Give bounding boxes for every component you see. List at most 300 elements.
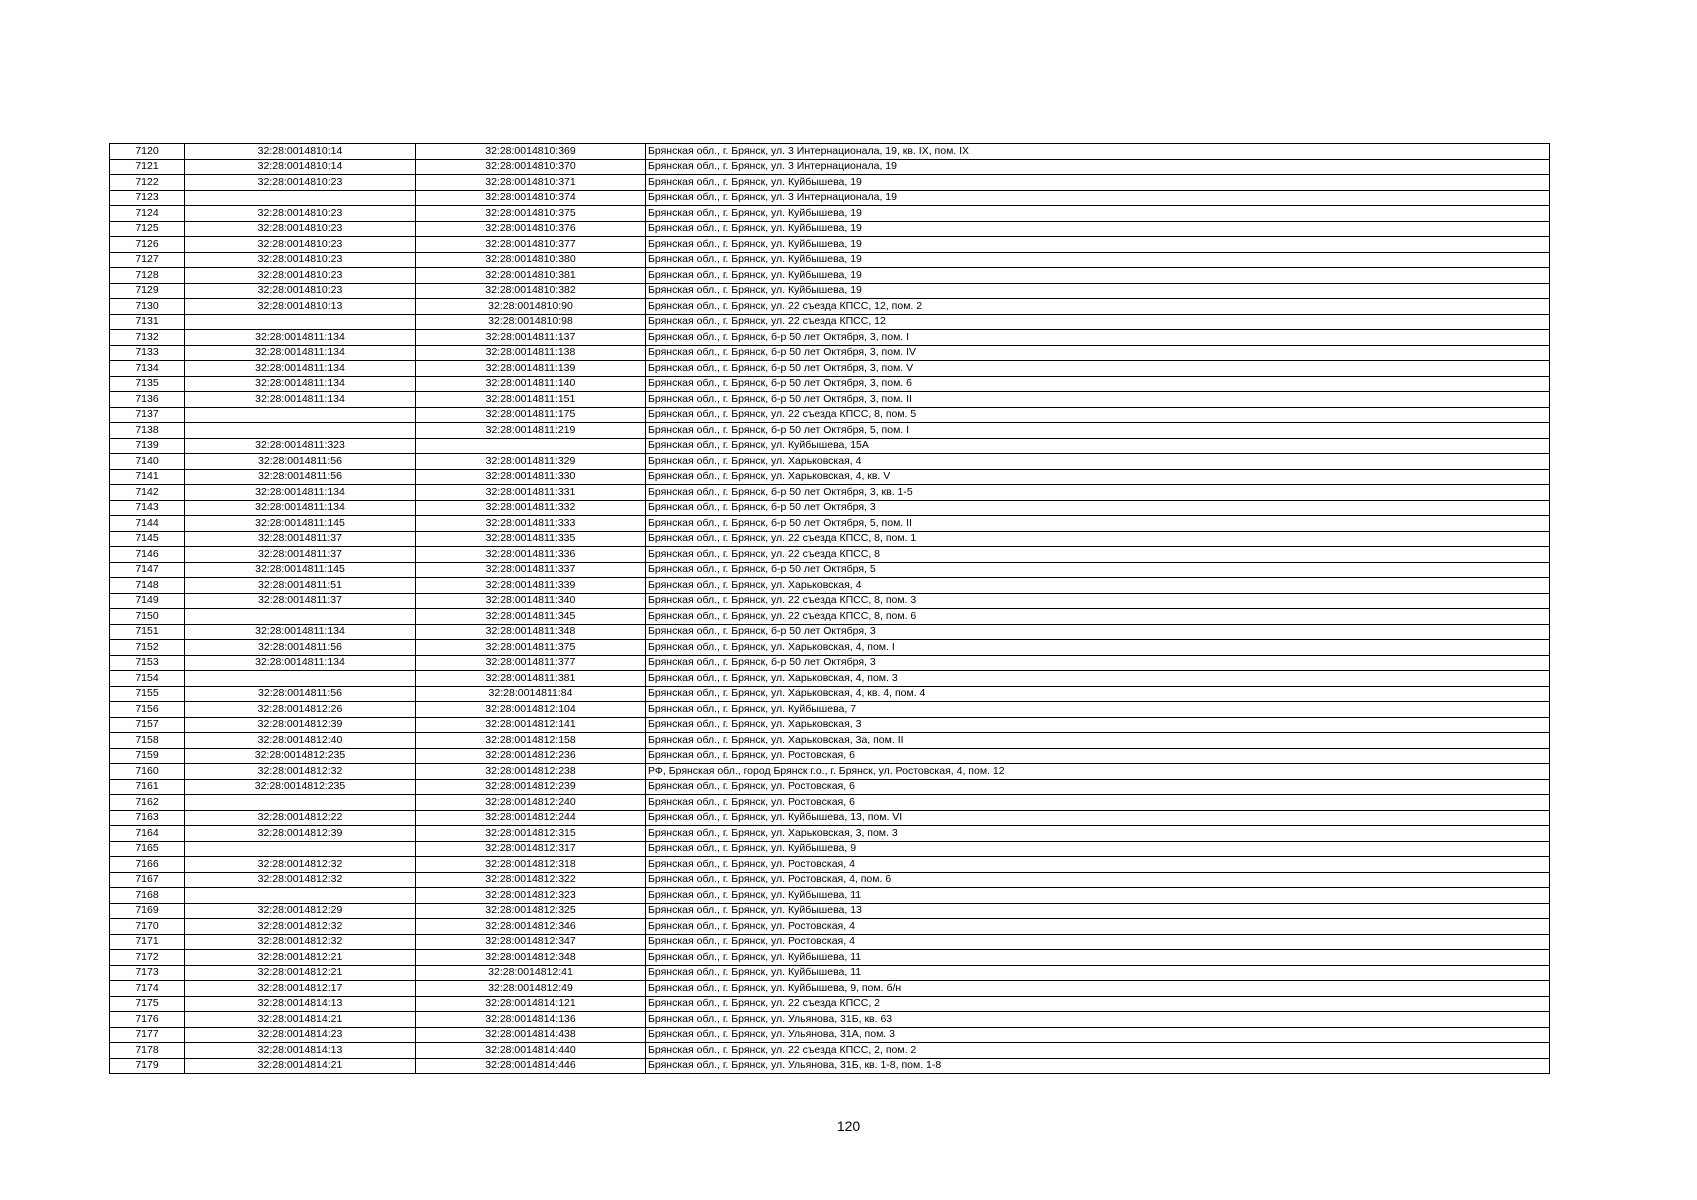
parent-cadastral-cell: 32:28:0014812:32 bbox=[185, 857, 416, 873]
row-number-cell: 7179 bbox=[110, 1058, 185, 1074]
cadastral-number-cell: 32:28:0014812:41 bbox=[416, 965, 646, 981]
table-row bbox=[110, 144, 1550, 160]
cadastral-number-cell: 32:28:0014811:140 bbox=[416, 376, 646, 392]
table-row bbox=[110, 376, 1550, 392]
parent-cadastral-cell: 32:28:0014811:56 bbox=[185, 640, 416, 656]
table-row bbox=[110, 283, 1550, 299]
address-cell: Брянская обл., г. Брянск, ул. 22 съезда КПСС, 2, пом. 2 bbox=[646, 1043, 1550, 1059]
table-row bbox=[110, 764, 1550, 780]
address-cell: Брянская обл., г. Брянск, б-р 50 лет Октября, 3, пом. I bbox=[646, 330, 1550, 346]
parent-cadastral-cell: 32:28:0014810:23 bbox=[185, 206, 416, 222]
parent-cadastral-cell: 32:28:0014812:21 bbox=[185, 965, 416, 981]
address-cell: Брянская обл., г. Брянск, ул. 22 съезда КПСС, 12 bbox=[646, 314, 1550, 330]
parent-cadastral-cell: 32:28:0014811:134 bbox=[185, 361, 416, 377]
address-cell: Брянская обл., г. Брянск, ул. Ростовская, 4 bbox=[646, 919, 1550, 935]
address-cell: Брянская обл., г. Брянск, ул. Ульянова, 31А, пом. 3 bbox=[646, 1027, 1550, 1043]
row-number-cell: 7163 bbox=[110, 810, 185, 826]
table-row bbox=[110, 1027, 1550, 1043]
row-number-cell: 7166 bbox=[110, 857, 185, 873]
parent-cadastral-cell: 32:28:0014811:134 bbox=[185, 485, 416, 501]
parent-cadastral-cell: 32:28:0014812:26 bbox=[185, 702, 416, 718]
address-cell: Брянская обл., г. Брянск, б-р 50 лет Октября, 5 bbox=[646, 562, 1550, 578]
parent-cadastral-cell: 32:28:0014811:134 bbox=[185, 500, 416, 516]
address-cell: Брянская обл., г. Брянск, ул. Ростовская, 4 bbox=[646, 934, 1550, 950]
parent-cadastral-cell bbox=[185, 671, 416, 687]
cadastral-number-cell: 32:28:0014814:136 bbox=[416, 1012, 646, 1028]
row-number-cell: 7124 bbox=[110, 206, 185, 222]
address-cell: Брянская обл., г. Брянск, ул. Харьковская, 4, кв. 4, пом. 4 bbox=[646, 686, 1550, 702]
parent-cadastral-cell: 32:28:0014814:21 bbox=[185, 1058, 416, 1074]
parent-cadastral-cell: 32:28:0014811:56 bbox=[185, 454, 416, 470]
row-number-cell: 7121 bbox=[110, 159, 185, 175]
row-number-cell: 7141 bbox=[110, 469, 185, 485]
parent-cadastral-cell: 32:28:0014811:37 bbox=[185, 547, 416, 563]
cadastral-number-cell: 32:28:0014811:348 bbox=[416, 624, 646, 640]
parent-cadastral-cell bbox=[185, 841, 416, 857]
cadastral-number-cell: 32:28:0014810:377 bbox=[416, 237, 646, 253]
cadastral-number-cell: 32:28:0014811:329 bbox=[416, 454, 646, 470]
address-cell: Брянская обл., г. Брянск, б-р 50 лет Октября, 3, кв. 1-5 bbox=[646, 485, 1550, 501]
cadastral-number-cell: 32:28:0014810:376 bbox=[416, 221, 646, 237]
table-row bbox=[110, 919, 1550, 935]
cadastral-number-cell: 32:28:0014811:375 bbox=[416, 640, 646, 656]
address-cell: Брянская обл., г. Брянск, ул. 22 съезда КПСС, 8, пом. 5 bbox=[646, 407, 1550, 423]
table-row bbox=[110, 841, 1550, 857]
table-row bbox=[110, 795, 1550, 811]
address-cell: Брянская обл., г. Брянск, ул. Куйбышева, 11 bbox=[646, 950, 1550, 966]
parent-cadastral-cell: 32:28:0014810:23 bbox=[185, 237, 416, 253]
row-number-cell: 7167 bbox=[110, 872, 185, 888]
row-number-cell: 7144 bbox=[110, 516, 185, 532]
cadastral-number-cell: 32:28:0014811:84 bbox=[416, 686, 646, 702]
cadastral-number-cell: 32:28:0014810:371 bbox=[416, 175, 646, 191]
cadastral-number-cell: 32:28:0014811:330 bbox=[416, 469, 646, 485]
parent-cadastral-cell: 32:28:0014811:134 bbox=[185, 376, 416, 392]
parent-cadastral-cell: 32:28:0014811:56 bbox=[185, 686, 416, 702]
table-row bbox=[110, 965, 1550, 981]
cadastral-number-cell: 32:28:0014812:238 bbox=[416, 764, 646, 780]
address-cell: Брянская обл., г. Брянск, ул. Харьковская, 3 bbox=[646, 717, 1550, 733]
parent-cadastral-cell: 32:28:0014812:39 bbox=[185, 717, 416, 733]
cadastral-number-cell: 32:28:0014812:325 bbox=[416, 903, 646, 919]
cadastral-number-cell: 32:28:0014811:337 bbox=[416, 562, 646, 578]
row-number-cell: 7177 bbox=[110, 1027, 185, 1043]
cadastral-number-cell: 32:28:0014812:322 bbox=[416, 872, 646, 888]
parent-cadastral-cell: 32:28:0014812:17 bbox=[185, 981, 416, 997]
parent-cadastral-cell: 32:28:0014810:23 bbox=[185, 221, 416, 237]
address-cell: Брянская обл., г. Брянск, ул. Куйбышева, 19 bbox=[646, 283, 1550, 299]
parent-cadastral-cell: 32:28:0014811:37 bbox=[185, 593, 416, 609]
table-row bbox=[110, 500, 1550, 516]
row-number-cell: 7120 bbox=[110, 144, 185, 160]
address-cell: Брянская обл., г. Брянск, ул. Харьковская, 4, пом. 3 bbox=[646, 671, 1550, 687]
cadastral-number-cell: 32:28:0014811:332 bbox=[416, 500, 646, 516]
parent-cadastral-cell: 32:28:0014812:40 bbox=[185, 733, 416, 749]
table-row bbox=[110, 888, 1550, 904]
address-cell: Брянская обл., г. Брянск, ул. Куйбышева, 13 bbox=[646, 903, 1550, 919]
row-number-cell: 7178 bbox=[110, 1043, 185, 1059]
cadastral-number-cell: 32:28:0014814:438 bbox=[416, 1027, 646, 1043]
row-number-cell: 7134 bbox=[110, 361, 185, 377]
cadastral-number-cell: 32:28:0014811:219 bbox=[416, 423, 646, 439]
row-number-cell: 7158 bbox=[110, 733, 185, 749]
address-cell: Брянская обл., г. Брянск, ул. Ростовская, 6 bbox=[646, 795, 1550, 811]
parent-cadastral-cell bbox=[185, 609, 416, 625]
address-cell: Брянская обл., г. Брянск, ул. 22 съезда КПСС, 8, пом. 3 bbox=[646, 593, 1550, 609]
table-row bbox=[110, 1012, 1550, 1028]
cadastral-number-cell: 32:28:0014810:381 bbox=[416, 268, 646, 284]
table-row bbox=[110, 624, 1550, 640]
parent-cadastral-cell: 32:28:0014811:134 bbox=[185, 624, 416, 640]
address-cell: Брянская обл., г. Брянск, ул. Куйбышева, 13, пом. VI bbox=[646, 810, 1550, 826]
row-number-cell: 7173 bbox=[110, 965, 185, 981]
cadastral-number-cell: 32:28:0014811:381 bbox=[416, 671, 646, 687]
table-row bbox=[110, 578, 1550, 594]
parent-cadastral-cell: 32:28:0014814:13 bbox=[185, 1043, 416, 1059]
table-row bbox=[110, 934, 1550, 950]
cadastral-number-cell: 32:28:0014812:240 bbox=[416, 795, 646, 811]
cadastral-number-cell: 32:28:0014810:375 bbox=[416, 206, 646, 222]
cadastral-number-cell: 32:28:0014811:138 bbox=[416, 345, 646, 361]
cadastral-number-cell: 32:28:0014811:339 bbox=[416, 578, 646, 594]
address-cell: Брянская обл., г. Брянск, ул. 22 съезда КПСС, 8, пом. 6 bbox=[646, 609, 1550, 625]
parent-cadastral-cell bbox=[185, 888, 416, 904]
table-row bbox=[110, 748, 1550, 764]
cadastral-number-cell: 32:28:0014814:446 bbox=[416, 1058, 646, 1074]
address-cell: Брянская обл., г. Брянск, ул. Куйбышева, 19 bbox=[646, 252, 1550, 268]
cadastral-number-cell: 32:28:0014810:370 bbox=[416, 159, 646, 175]
cadastral-number-cell: 32:28:0014811:336 bbox=[416, 547, 646, 563]
parent-cadastral-cell bbox=[185, 314, 416, 330]
registry-body bbox=[110, 144, 1550, 1074]
row-number-cell: 7153 bbox=[110, 655, 185, 671]
table-row bbox=[110, 609, 1550, 625]
address-cell: Брянская обл., г. Брянск, ул. Куйбышева, 11 bbox=[646, 888, 1550, 904]
parent-cadastral-cell: 32:28:0014810:23 bbox=[185, 252, 416, 268]
row-number-cell: 7159 bbox=[110, 748, 185, 764]
table-row bbox=[110, 717, 1550, 733]
parent-cadastral-cell: 32:28:0014812:29 bbox=[185, 903, 416, 919]
address-cell: Брянская обл., г. Брянск, ул. Куйбышева, 19 bbox=[646, 175, 1550, 191]
row-number-cell: 7139 bbox=[110, 438, 185, 454]
registry-table bbox=[109, 143, 1550, 1074]
parent-cadastral-cell bbox=[185, 423, 416, 439]
address-cell: Брянская обл., г. Брянск, б-р 50 лет Октября, 3 bbox=[646, 655, 1550, 671]
row-number-cell: 7154 bbox=[110, 671, 185, 687]
address-cell: Брянская обл., г. Брянск, ул. 22 съезда КПСС, 2 bbox=[646, 996, 1550, 1012]
row-number-cell: 7168 bbox=[110, 888, 185, 904]
cadastral-number-cell: 32:28:0014812:323 bbox=[416, 888, 646, 904]
address-cell: Брянская обл., г. Брянск, ул. 3 Интернационала, 19 bbox=[646, 159, 1550, 175]
cadastral-number-cell: 32:28:0014812:141 bbox=[416, 717, 646, 733]
address-cell: Брянская обл., г. Брянск, ул. Харьковская, 4, пом. I bbox=[646, 640, 1550, 656]
parent-cadastral-cell: 32:28:0014811:134 bbox=[185, 392, 416, 408]
address-cell: Брянская обл., г. Брянск, б-р 50 лет Октября, 3 bbox=[646, 500, 1550, 516]
address-cell: Брянская обл., г. Брянск, ул. Харьковская, 4 bbox=[646, 454, 1550, 470]
table-row bbox=[110, 826, 1550, 842]
table-row bbox=[110, 779, 1550, 795]
row-number-cell: 7171 bbox=[110, 934, 185, 950]
row-number-cell: 7146 bbox=[110, 547, 185, 563]
address-cell: Брянская обл., г. Брянск, ул. Куйбышева, 9 bbox=[646, 841, 1550, 857]
address-cell: Брянская обл., г. Брянск, б-р 50 лет Октября, 3, пом. II bbox=[646, 392, 1550, 408]
row-number-cell: 7142 bbox=[110, 485, 185, 501]
parent-cadastral-cell: 32:28:0014814:13 bbox=[185, 996, 416, 1012]
table-row bbox=[110, 423, 1550, 439]
table-row bbox=[110, 407, 1550, 423]
table-row bbox=[110, 469, 1550, 485]
row-number-cell: 7165 bbox=[110, 841, 185, 857]
address-cell: Брянская обл., г. Брянск, ул. 22 съезда КПСС, 12, пом. 2 bbox=[646, 299, 1550, 315]
table-row bbox=[110, 454, 1550, 470]
table-row bbox=[110, 686, 1550, 702]
row-number-cell: 7174 bbox=[110, 981, 185, 997]
table-row bbox=[110, 268, 1550, 284]
row-number-cell: 7156 bbox=[110, 702, 185, 718]
cadastral-number-cell: 32:28:0014812:348 bbox=[416, 950, 646, 966]
address-cell: Брянская обл., г. Брянск, ул. Ростовская, 4, пом. 6 bbox=[646, 872, 1550, 888]
cadastral-number-cell: 32:28:0014812:104 bbox=[416, 702, 646, 718]
cadastral-number-cell: 32:28:0014811:137 bbox=[416, 330, 646, 346]
table-row bbox=[110, 671, 1550, 687]
table-row bbox=[110, 733, 1550, 749]
cadastral-number-cell: 32:28:0014812:49 bbox=[416, 981, 646, 997]
cadastral-number-cell: 32:28:0014812:236 bbox=[416, 748, 646, 764]
parent-cadastral-cell: 32:28:0014812:32 bbox=[185, 934, 416, 950]
parent-cadastral-cell: 32:28:0014810:13 bbox=[185, 299, 416, 315]
cadastral-number-cell: 32:28:0014810:374 bbox=[416, 190, 646, 206]
address-cell: Брянская обл., г. Брянск, ул. Куйбышева, 11 bbox=[646, 965, 1550, 981]
row-number-cell: 7170 bbox=[110, 919, 185, 935]
cadastral-number-cell: 32:28:0014814:121 bbox=[416, 996, 646, 1012]
table-row bbox=[110, 547, 1550, 563]
address-cell: Брянская обл., г. Брянск, ул. Куйбышева, 9, пом. б/н bbox=[646, 981, 1550, 997]
cadastral-number-cell: 32:28:0014810:380 bbox=[416, 252, 646, 268]
address-cell: Брянская обл., г. Брянск, б-р 50 лет Октября, 3 bbox=[646, 624, 1550, 640]
row-number-cell: 7150 bbox=[110, 609, 185, 625]
row-number-cell: 7143 bbox=[110, 500, 185, 516]
row-number-cell: 7147 bbox=[110, 562, 185, 578]
row-number-cell: 7130 bbox=[110, 299, 185, 315]
row-number-cell: 7136 bbox=[110, 392, 185, 408]
table-row bbox=[110, 190, 1550, 206]
cadastral-number-cell: 32:28:0014810:382 bbox=[416, 283, 646, 299]
parent-cadastral-cell: 32:28:0014810:14 bbox=[185, 144, 416, 160]
address-cell: Брянская обл., г. Брянск, ул. Куйбышева, 19 bbox=[646, 206, 1550, 222]
row-number-cell: 7133 bbox=[110, 345, 185, 361]
table-row bbox=[110, 330, 1550, 346]
address-cell: Брянская обл., г. Брянск, ул. Куйбышева, 19 bbox=[646, 221, 1550, 237]
address-cell: Брянская обл., г. Брянск, ул. 3 Интернационала, 19 bbox=[646, 190, 1550, 206]
table-row bbox=[110, 221, 1550, 237]
row-number-cell: 7126 bbox=[110, 237, 185, 253]
table-row bbox=[110, 159, 1550, 175]
address-cell: Брянская обл., г. Брянск, б-р 50 лет Октября, 5, пом. II bbox=[646, 516, 1550, 532]
address-cell: Брянская обл., г. Брянск, ул. Ростовская, 6 bbox=[646, 779, 1550, 795]
cadastral-number-cell: 32:28:0014811:151 bbox=[416, 392, 646, 408]
cadastral-number-cell: 32:28:0014811:340 bbox=[416, 593, 646, 609]
table-row bbox=[110, 593, 1550, 609]
table-row bbox=[110, 640, 1550, 656]
cadastral-number-cell: 32:28:0014810:98 bbox=[416, 314, 646, 330]
cadastral-number-cell: 32:28:0014812:239 bbox=[416, 779, 646, 795]
parent-cadastral-cell: 32:28:0014810:23 bbox=[185, 268, 416, 284]
parent-cadastral-cell: 32:28:0014811:56 bbox=[185, 469, 416, 485]
parent-cadastral-cell: 32:28:0014812:21 bbox=[185, 950, 416, 966]
cadastral-number-cell: 32:28:0014812:318 bbox=[416, 857, 646, 873]
row-number-cell: 7132 bbox=[110, 330, 185, 346]
row-number-cell: 7151 bbox=[110, 624, 185, 640]
row-number-cell: 7123 bbox=[110, 190, 185, 206]
table-row bbox=[110, 345, 1550, 361]
row-number-cell: 7164 bbox=[110, 826, 185, 842]
cadastral-number-cell: 32:28:0014814:440 bbox=[416, 1043, 646, 1059]
address-cell: Брянская обл., г. Брянск, ул. Куйбышева, 15А bbox=[646, 438, 1550, 454]
parent-cadastral-cell bbox=[185, 407, 416, 423]
table-row bbox=[110, 516, 1550, 532]
address-cell: Брянская обл., г. Брянск, ул. Харьковская, 4 bbox=[646, 578, 1550, 594]
table-row bbox=[110, 857, 1550, 873]
page-number: 120 bbox=[836, 1118, 861, 1134]
address-cell: Брянская обл., г. Брянск, ул. Ульянова, 31Б, кв. 63 bbox=[646, 1012, 1550, 1028]
table-row bbox=[110, 361, 1550, 377]
parent-cadastral-cell: 32:28:0014811:145 bbox=[185, 562, 416, 578]
row-number-cell: 7135 bbox=[110, 376, 185, 392]
row-number-cell: 7131 bbox=[110, 314, 185, 330]
row-number-cell: 7140 bbox=[110, 454, 185, 470]
address-cell: Брянская обл., г. Брянск, ул. Куйбышева, 7 bbox=[646, 702, 1550, 718]
parent-cadastral-cell: 32:28:0014811:51 bbox=[185, 578, 416, 594]
address-cell: Брянская обл., г. Брянск, ул. Ульянова, 31Б, кв. 1-8, пом. 1-8 bbox=[646, 1058, 1550, 1074]
cadastral-number-cell: 32:28:0014812:315 bbox=[416, 826, 646, 842]
table-row bbox=[110, 299, 1550, 315]
parent-cadastral-cell: 32:28:0014812:22 bbox=[185, 810, 416, 826]
table-row bbox=[110, 810, 1550, 826]
table-row bbox=[110, 438, 1550, 454]
table-row bbox=[110, 175, 1550, 191]
table-row bbox=[110, 872, 1550, 888]
cadastral-number-cell: 32:28:0014811:335 bbox=[416, 531, 646, 547]
row-number-cell: 7128 bbox=[110, 268, 185, 284]
table-row bbox=[110, 702, 1550, 718]
table-row bbox=[110, 206, 1550, 222]
table-row bbox=[110, 392, 1550, 408]
address-cell: Брянская обл., г. Брянск, ул. Ростовская, 6 bbox=[646, 748, 1550, 764]
address-cell: Брянская обл., г. Брянск, б-р 50 лет Октября, 3, пом. V bbox=[646, 361, 1550, 377]
cadastral-number-cell: 32:28:0014811:139 bbox=[416, 361, 646, 377]
cadastral-number-cell: 32:28:0014810:369 bbox=[416, 144, 646, 160]
row-number-cell: 7149 bbox=[110, 593, 185, 609]
row-number-cell: 7162 bbox=[110, 795, 185, 811]
address-cell: Брянская обл., г. Брянск, ул. 22 съезда КПСС, 8, пом. 1 bbox=[646, 531, 1550, 547]
table-row bbox=[110, 981, 1550, 997]
table-row bbox=[110, 314, 1550, 330]
cadastral-number-cell: 32:28:0014812:244 bbox=[416, 810, 646, 826]
cadastral-number-cell: 32:28:0014811:377 bbox=[416, 655, 646, 671]
address-cell: Брянская обл., г. Брянск, ул. Куйбышева, 19 bbox=[646, 237, 1550, 253]
row-number-cell: 7161 bbox=[110, 779, 185, 795]
address-cell: Брянская обл., г. Брянск, ул. 3 Интернационала, 19, кв. IX, пом. IX bbox=[646, 144, 1550, 160]
row-number-cell: 7129 bbox=[110, 283, 185, 299]
table-row bbox=[110, 531, 1550, 547]
parent-cadastral-cell: 32:28:0014811:323 bbox=[185, 438, 416, 454]
cadastral-number-cell: 32:28:0014812:317 bbox=[416, 841, 646, 857]
cadastral-number-cell: 32:28:0014811:333 bbox=[416, 516, 646, 532]
parent-cadastral-cell: 32:28:0014810:23 bbox=[185, 283, 416, 299]
row-number-cell: 7175 bbox=[110, 996, 185, 1012]
cadastral-number-cell: 32:28:0014810:90 bbox=[416, 299, 646, 315]
parent-cadastral-cell: 32:28:0014814:23 bbox=[185, 1027, 416, 1043]
address-cell: Брянская обл., г. Брянск, б-р 50 лет Октября, 3, пом. IV bbox=[646, 345, 1550, 361]
row-number-cell: 7152 bbox=[110, 640, 185, 656]
row-number-cell: 7145 bbox=[110, 531, 185, 547]
address-cell: Брянская обл., г. Брянск, б-р 50 лет Октября, 5, пом. I bbox=[646, 423, 1550, 439]
table-row bbox=[110, 1043, 1550, 1059]
address-cell: Брянская обл., г. Брянск, ул. Куйбышева, 19 bbox=[646, 268, 1550, 284]
parent-cadastral-cell bbox=[185, 795, 416, 811]
parent-cadastral-cell: 32:28:0014812:39 bbox=[185, 826, 416, 842]
row-number-cell: 7157 bbox=[110, 717, 185, 733]
table-row bbox=[110, 655, 1550, 671]
row-number-cell: 7172 bbox=[110, 950, 185, 966]
address-cell: Брянская обл., г. Брянск, ул. Харьковская, 3, пом. 3 bbox=[646, 826, 1550, 842]
parent-cadastral-cell: 32:28:0014812:235 bbox=[185, 779, 416, 795]
parent-cadastral-cell: 32:28:0014812:32 bbox=[185, 919, 416, 935]
table-row bbox=[110, 903, 1550, 919]
parent-cadastral-cell: 32:28:0014812:235 bbox=[185, 748, 416, 764]
parent-cadastral-cell: 32:28:0014811:134 bbox=[185, 655, 416, 671]
table-row bbox=[110, 950, 1550, 966]
cadastral-number-cell: 32:28:0014812:158 bbox=[416, 733, 646, 749]
cadastral-number-cell: 32:28:0014811:345 bbox=[416, 609, 646, 625]
row-number-cell: 7122 bbox=[110, 175, 185, 191]
row-number-cell: 7169 bbox=[110, 903, 185, 919]
table-row bbox=[110, 996, 1550, 1012]
parent-cadastral-cell: 32:28:0014812:32 bbox=[185, 872, 416, 888]
table-row bbox=[110, 252, 1550, 268]
cadastral-number-cell: 32:28:0014811:175 bbox=[416, 407, 646, 423]
cadastral-number-cell bbox=[416, 438, 646, 454]
table-row bbox=[110, 1058, 1550, 1074]
row-number-cell: 7176 bbox=[110, 1012, 185, 1028]
row-number-cell: 7137 bbox=[110, 407, 185, 423]
table-row bbox=[110, 237, 1550, 253]
address-cell: Брянская обл., г. Брянск, ул. Харьковская, 3а, пом. II bbox=[646, 733, 1550, 749]
parent-cadastral-cell: 32:28:0014814:21 bbox=[185, 1012, 416, 1028]
parent-cadastral-cell: 32:28:0014810:14 bbox=[185, 159, 416, 175]
cadastral-number-cell: 32:28:0014811:331 bbox=[416, 485, 646, 501]
row-number-cell: 7138 bbox=[110, 423, 185, 439]
table-row bbox=[110, 562, 1550, 578]
parent-cadastral-cell bbox=[185, 190, 416, 206]
address-cell: Брянская обл., г. Брянск, ул. 22 съезда КПСС, 8 bbox=[646, 547, 1550, 563]
address-cell: Брянская обл., г. Брянск, ул. Ростовская, 4 bbox=[646, 857, 1550, 873]
parent-cadastral-cell: 32:28:0014811:37 bbox=[185, 531, 416, 547]
row-number-cell: 7127 bbox=[110, 252, 185, 268]
cadastral-number-cell: 32:28:0014812:346 bbox=[416, 919, 646, 935]
row-number-cell: 7148 bbox=[110, 578, 185, 594]
cadastral-number-cell: 32:28:0014812:347 bbox=[416, 934, 646, 950]
table-row bbox=[110, 485, 1550, 501]
parent-cadastral-cell: 32:28:0014810:23 bbox=[185, 175, 416, 191]
address-cell: РФ, Брянская обл., город Брянск г.о., г. Брянск, ул. Ростовская, 4, пом. 12 bbox=[646, 764, 1550, 780]
row-number-cell: 7125 bbox=[110, 221, 185, 237]
row-number-cell: 7155 bbox=[110, 686, 185, 702]
parent-cadastral-cell: 32:28:0014811:134 bbox=[185, 345, 416, 361]
parent-cadastral-cell: 32:28:0014812:32 bbox=[185, 764, 416, 780]
parent-cadastral-cell: 32:28:0014811:145 bbox=[185, 516, 416, 532]
row-number-cell: 7160 bbox=[110, 764, 185, 780]
